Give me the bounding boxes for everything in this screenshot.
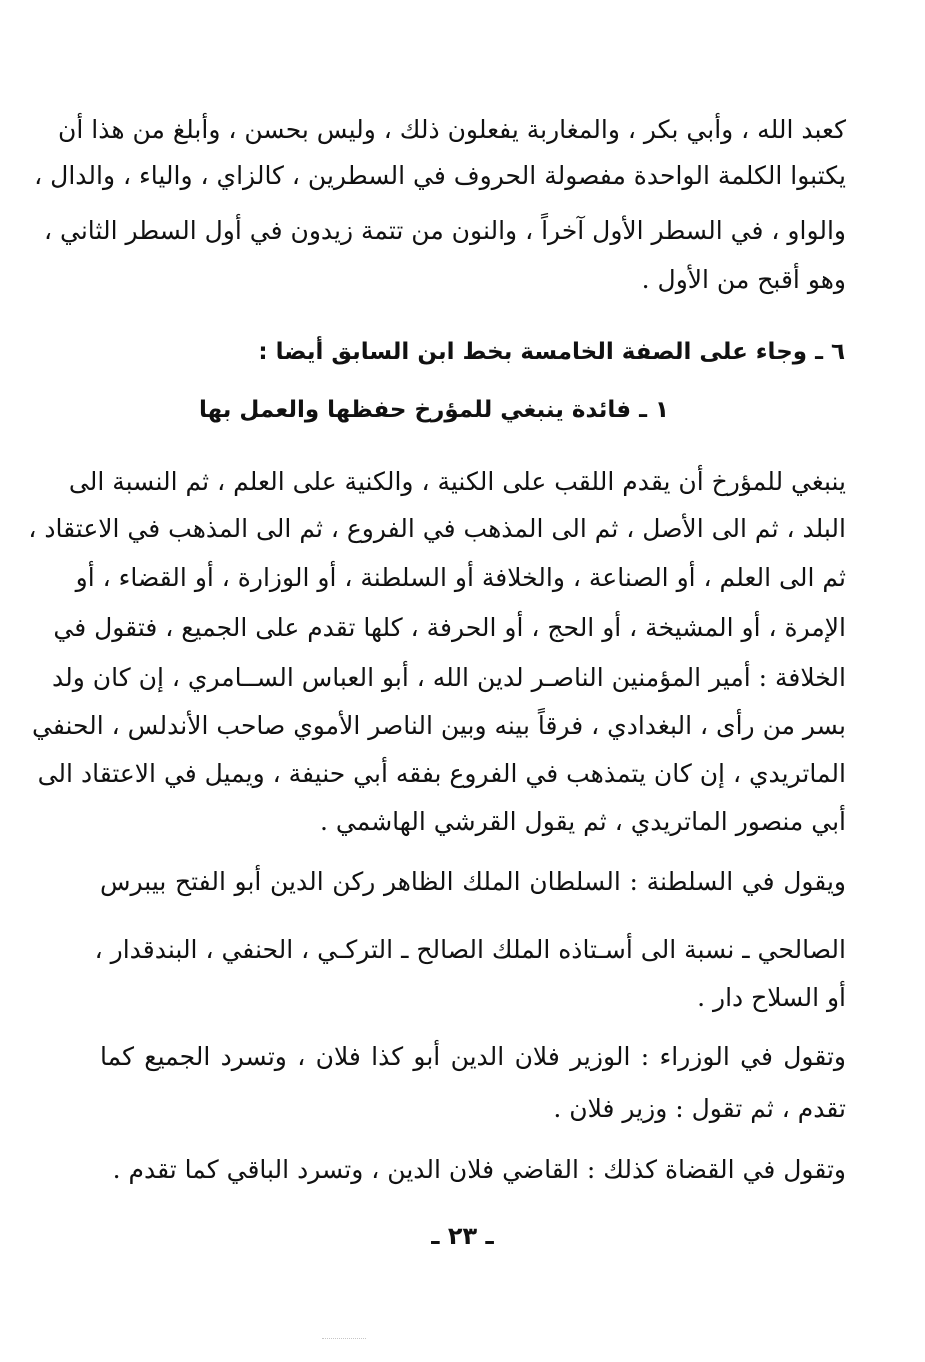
text-line: الإمرة ، أو المشيخة ، أو الحج ، أو الحرفة ، كلها تقدم على الجميع ، فتقول في bbox=[53, 613, 846, 642]
text-line: وتقول في الوزراء : الوزير فلان الدين أبو كذا فلان ، وتسرد الجميع كما bbox=[100, 1042, 846, 1071]
text-line: ويقول في السلطنة : السلطان الملك الظاهر ركن الدين أبو الفتح بيبرس bbox=[100, 867, 846, 896]
text-line: ينبغي للمؤرخ أن يقدم اللقب على الكنية ، والكنية على العلم ، ثم النسبة الى bbox=[68, 467, 846, 496]
text-line: الماتريدي ، إن كان يتمذهب في الفروع بفقه أبي حنيفة ، ويميل في الاعتقاد الى bbox=[37, 759, 846, 788]
text-line: وهو أقبح من الأول . bbox=[641, 265, 846, 294]
subsection-heading: ١ ـ فائدة ينبغي للمؤرخ حفظها والعمل بها bbox=[198, 397, 669, 423]
text-line: الصالحي ـ نسبة الى أسـتاذه الملك الصالح ـ التركـي ، الحنفي ، البندقدار ، bbox=[94, 935, 846, 964]
text-line: ثم الى العلم ، أو الصناعة ، والخلافة أو السلطنة ، أو الوزارة ، أو القضاء ، أو bbox=[75, 563, 846, 592]
text-line: أبي منصور الماتريدي ، ثم يقول القرشي الهاشمي . bbox=[320, 807, 846, 836]
page-number: ـ ٢٣ ـ bbox=[431, 1222, 494, 1250]
text-line: الخلافة : أمير المؤمنين الناصـر لدين الله ، أبو العباس الســامري ، إن كان ولد bbox=[52, 663, 846, 692]
scan-mark bbox=[322, 1338, 366, 1343]
section-heading: ٦ ـ وجاء على الصفة الخامسة بخط ابن السابق أيضا : bbox=[258, 339, 845, 365]
text-line: وتقول في القضاة كذلك : القاضي فلان الدين ، وتسرد الباقي كما تقدم . bbox=[112, 1155, 846, 1184]
text-line: بسر من رأى ، البغدادي ، فرقاً بينه وبين الناصر الأموي صاحب الأندلس ، الحنفي bbox=[31, 711, 846, 740]
text-line: البلد ، ثم الى الأصل ، ثم الى المذهب في الفروع ، ثم الى المذهب في الاعتقاد ، bbox=[28, 514, 846, 543]
text-line: أو السلاح دار . bbox=[697, 983, 846, 1012]
text-line: والواو ، في السطر الأول آخراً ، والنون من تتمة زيدون في أول السطر الثاني ، bbox=[44, 216, 846, 245]
text-line: كعبد الله ، وأبي بكر ، والمغاربة يفعلون ذلك ، وليس بحسن ، وأبلغ من هذا أن bbox=[58, 115, 846, 144]
text-line: يكتبوا الكلمة الواحدة مفصولة الحروف في السطرين ، كالزاي ، والياء ، والدال ، bbox=[34, 161, 846, 190]
text-line: تقدم ، ثم تقول : وزير فلان . bbox=[553, 1094, 846, 1123]
